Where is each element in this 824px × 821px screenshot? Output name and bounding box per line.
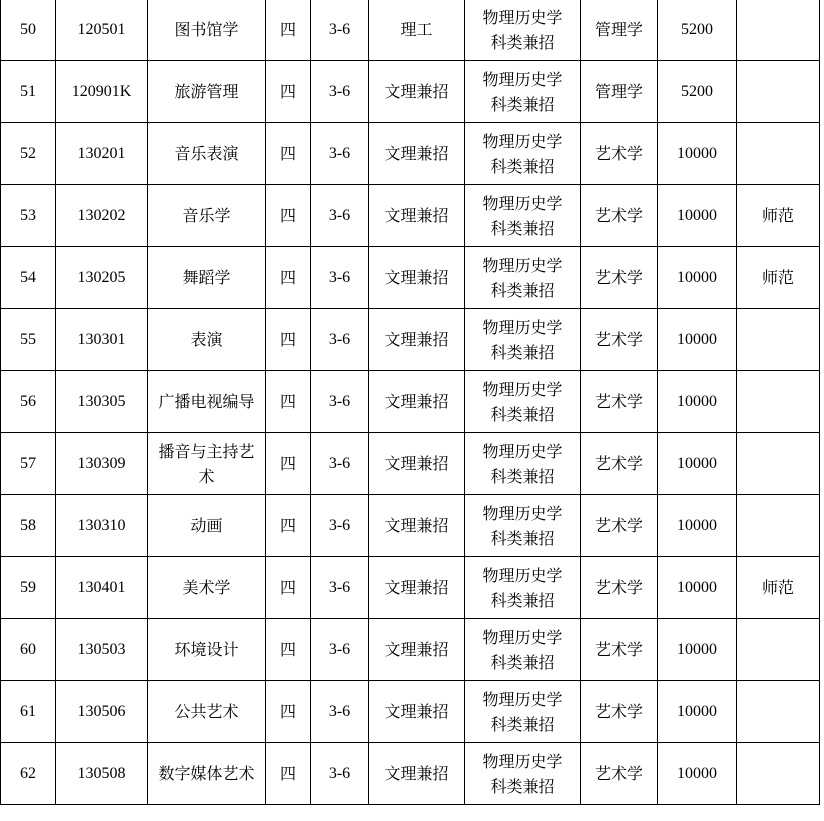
major-code-cell: 130310 <box>56 495 148 557</box>
major-code-cell: 130506 <box>56 681 148 743</box>
note-cell: 师范 <box>737 247 820 309</box>
major-name-text: 图书馆学 <box>174 20 239 39</box>
note-cell <box>737 371 820 433</box>
major-name-cell <box>148 185 266 247</box>
category-cell: 文理兼招 <box>369 371 465 433</box>
subjects-line: 物理历史学 <box>482 379 563 399</box>
subjects-line: 物理历史学 <box>482 565 563 585</box>
note-cell <box>737 309 820 371</box>
category-cell: 文理兼招 <box>369 495 465 557</box>
category-cell: 文理兼招 <box>369 123 465 185</box>
subjects-line: 科类兼招 <box>490 714 555 734</box>
range-cell: 3-6 <box>311 123 369 185</box>
subjects-cell <box>465 371 581 433</box>
subjects-cell <box>465 247 581 309</box>
note-cell <box>737 433 820 495</box>
years-cell: 四 <box>266 185 311 247</box>
subjects-line: 物理历史学 <box>482 317 563 337</box>
fee-cell: 10000 <box>658 495 737 557</box>
years-cell: 四 <box>266 0 311 61</box>
range-cell: 3-6 <box>311 61 369 123</box>
subjects-line: 物理历史学 <box>482 131 563 151</box>
subjects-line: 物理历史学 <box>482 69 563 89</box>
seq-cell: 60 <box>1 619 56 681</box>
subjects-cell <box>465 309 581 371</box>
subjects-line: 物理历史学 <box>482 627 563 647</box>
fee-cell: 5200 <box>658 61 737 123</box>
fee-cell: 5200 <box>658 0 737 61</box>
seq-cell: 59 <box>1 557 56 619</box>
subjects-cell <box>465 495 581 557</box>
major-name-cell <box>148 123 266 185</box>
major-name-text: 公共艺术 <box>174 702 239 721</box>
fee-cell: 10000 <box>658 185 737 247</box>
seq-cell: 56 <box>1 371 56 433</box>
range-cell: 3-6 <box>311 495 369 557</box>
note-cell <box>737 61 820 123</box>
major-name-text: 舞蹈学 <box>182 268 231 287</box>
subjects-cell <box>465 185 581 247</box>
major-code-cell: 130401 <box>56 557 148 619</box>
category-cell: 文理兼招 <box>369 247 465 309</box>
years-cell: 四 <box>266 371 311 433</box>
subjects-cell <box>465 619 581 681</box>
subjects-line: 科类兼招 <box>490 342 555 362</box>
seq-cell: 61 <box>1 681 56 743</box>
major-name-text: 播音与主持艺术 <box>158 441 255 486</box>
category-cell: 理工 <box>369 0 465 61</box>
fee-cell: 10000 <box>658 123 737 185</box>
years-cell: 四 <box>266 495 311 557</box>
major-code-cell: 120501 <box>56 0 148 61</box>
subjects-line: 科类兼招 <box>490 404 555 424</box>
subjects-line: 物理历史学 <box>482 689 563 709</box>
discipline-cell: 管理学 <box>581 61 658 123</box>
range-cell: 3-6 <box>311 247 369 309</box>
major-code-cell: 130201 <box>56 123 148 185</box>
category-cell: 文理兼招 <box>369 309 465 371</box>
major-code-cell: 130301 <box>56 309 148 371</box>
table-row <box>1 743 820 805</box>
category-cell: 文理兼招 <box>369 433 465 495</box>
seq-cell: 50 <box>1 0 56 61</box>
range-cell: 3-6 <box>311 433 369 495</box>
note-cell: 师范 <box>737 557 820 619</box>
years-cell: 四 <box>266 681 311 743</box>
note-cell <box>737 681 820 743</box>
note-cell: 师范 <box>737 185 820 247</box>
discipline-cell: 艺术学 <box>581 681 658 743</box>
discipline-cell: 管理学 <box>581 0 658 61</box>
subjects-line: 科类兼招 <box>490 466 555 486</box>
table-row <box>1 681 820 743</box>
subjects-line: 科类兼招 <box>490 528 555 548</box>
subjects-line: 科类兼招 <box>490 590 555 610</box>
fee-cell: 10000 <box>658 433 737 495</box>
range-cell: 3-6 <box>311 185 369 247</box>
discipline-cell: 艺术学 <box>581 495 658 557</box>
range-cell: 3-6 <box>311 557 369 619</box>
major-name-text: 美术学 <box>182 578 231 597</box>
table-row <box>1 495 820 557</box>
range-cell: 3-6 <box>311 681 369 743</box>
major-name-text: 动画 <box>190 516 223 535</box>
range-cell: 3-6 <box>311 619 369 681</box>
seq-cell: 53 <box>1 185 56 247</box>
major-name-cell <box>148 681 266 743</box>
major-code-cell: 130205 <box>56 247 148 309</box>
note-cell <box>737 123 820 185</box>
note-cell <box>737 619 820 681</box>
major-name-text: 广播电视编导 <box>158 392 255 411</box>
major-code-cell: 130309 <box>56 433 148 495</box>
major-name-cell <box>148 557 266 619</box>
discipline-cell: 艺术学 <box>581 743 658 805</box>
years-cell: 四 <box>266 557 311 619</box>
seq-cell: 52 <box>1 123 56 185</box>
major-name-cell <box>148 433 266 495</box>
major-code-cell: 130503 <box>56 619 148 681</box>
subjects-cell <box>465 0 581 61</box>
category-cell: 文理兼招 <box>369 185 465 247</box>
note-cell <box>737 743 820 805</box>
major-name-cell <box>148 247 266 309</box>
subjects-line: 物理历史学 <box>482 441 563 461</box>
range-cell: 3-6 <box>311 371 369 433</box>
years-cell: 四 <box>266 433 311 495</box>
major-name-text: 旅游管理 <box>174 82 239 101</box>
seq-cell: 62 <box>1 743 56 805</box>
years-cell: 四 <box>266 123 311 185</box>
major-name-text: 音乐表演 <box>174 144 239 163</box>
subjects-line: 科类兼招 <box>490 94 555 114</box>
major-code-cell: 130305 <box>56 371 148 433</box>
category-cell: 文理兼招 <box>369 743 465 805</box>
table-row <box>1 619 820 681</box>
major-code-cell: 130202 <box>56 185 148 247</box>
discipline-cell: 艺术学 <box>581 247 658 309</box>
major-name-cell <box>148 371 266 433</box>
subjects-line: 科类兼招 <box>490 32 555 52</box>
fee-cell: 10000 <box>658 619 737 681</box>
major-name-cell <box>148 743 266 805</box>
major-name-cell <box>148 619 266 681</box>
major-name-text: 数字媒体艺术 <box>158 764 255 783</box>
major-name-text: 音乐学 <box>182 206 231 225</box>
subjects-line: 科类兼招 <box>490 652 555 672</box>
years-cell: 四 <box>266 619 311 681</box>
category-cell: 文理兼招 <box>369 61 465 123</box>
major-code-cell: 120901K <box>56 61 148 123</box>
table-row <box>1 185 820 247</box>
category-cell: 文理兼招 <box>369 681 465 743</box>
major-name-cell <box>148 309 266 371</box>
major-name-text: 表演 <box>190 330 223 349</box>
years-cell: 四 <box>266 61 311 123</box>
seq-cell: 55 <box>1 309 56 371</box>
subjects-cell <box>465 557 581 619</box>
range-cell: 3-6 <box>311 309 369 371</box>
fee-cell: 10000 <box>658 371 737 433</box>
subjects-line: 科类兼招 <box>490 280 555 300</box>
fee-cell: 10000 <box>658 557 737 619</box>
years-cell: 四 <box>266 247 311 309</box>
major-name-cell <box>148 61 266 123</box>
table-row <box>1 309 820 371</box>
subjects-cell <box>465 743 581 805</box>
subjects-cell <box>465 123 581 185</box>
note-cell <box>737 495 820 557</box>
note-cell <box>737 0 820 61</box>
seq-cell: 57 <box>1 433 56 495</box>
subjects-line: 科类兼招 <box>490 156 555 176</box>
range-cell: 3-6 <box>311 743 369 805</box>
table-row <box>1 0 820 61</box>
subjects-line: 科类兼招 <box>490 218 555 238</box>
table-row <box>1 557 820 619</box>
years-cell: 四 <box>266 743 311 805</box>
subjects-line: 物理历史学 <box>482 7 563 27</box>
fee-cell: 10000 <box>658 681 737 743</box>
discipline-cell: 艺术学 <box>581 371 658 433</box>
discipline-cell: 艺术学 <box>581 433 658 495</box>
major-name-cell <box>148 495 266 557</box>
discipline-cell: 艺术学 <box>581 185 658 247</box>
subjects-line: 物理历史学 <box>482 751 563 771</box>
subjects-line: 物理历史学 <box>482 193 563 213</box>
category-cell: 文理兼招 <box>369 619 465 681</box>
major-code-cell: 130508 <box>56 743 148 805</box>
category-cell: 文理兼招 <box>369 557 465 619</box>
seq-cell: 51 <box>1 61 56 123</box>
seq-cell: 58 <box>1 495 56 557</box>
table-row <box>1 247 820 309</box>
years-cell: 四 <box>266 309 311 371</box>
subjects-line: 物理历史学 <box>482 255 563 275</box>
discipline-cell: 艺术学 <box>581 309 658 371</box>
major-name-cell <box>148 0 266 61</box>
discipline-cell: 艺术学 <box>581 123 658 185</box>
discipline-cell: 艺术学 <box>581 557 658 619</box>
fee-cell: 10000 <box>658 743 737 805</box>
fee-cell: 10000 <box>658 309 737 371</box>
table-row <box>1 433 820 495</box>
subjects-cell <box>465 61 581 123</box>
subjects-cell <box>465 433 581 495</box>
fee-cell: 10000 <box>658 247 737 309</box>
subjects-cell <box>465 681 581 743</box>
table-row <box>1 123 820 185</box>
subjects-line: 科类兼招 <box>490 776 555 796</box>
table-row <box>1 61 820 123</box>
table-body <box>1 0 820 805</box>
seq-cell: 54 <box>1 247 56 309</box>
subjects-line: 物理历史学 <box>482 503 563 523</box>
major-name-text: 环境设计 <box>174 640 239 659</box>
range-cell: 3-6 <box>311 0 369 61</box>
discipline-cell: 艺术学 <box>581 619 658 681</box>
table-row <box>1 371 820 433</box>
